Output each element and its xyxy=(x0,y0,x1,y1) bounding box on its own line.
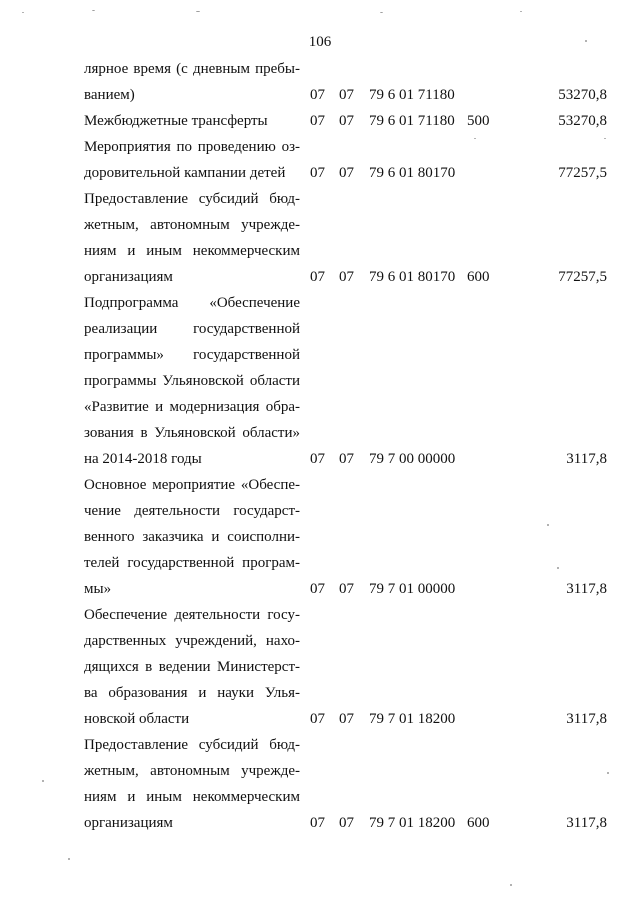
amount: 53270,8 xyxy=(558,87,607,103)
subsection-code: 07 xyxy=(339,113,354,129)
target-article-code: 79 6 01 80170 xyxy=(369,165,456,181)
subsection-code: 07 xyxy=(339,451,354,467)
scan-speck xyxy=(92,10,95,11)
subsection-code: 07 xyxy=(339,87,354,103)
target-article-code: 79 6 01 71180 xyxy=(369,87,455,103)
amount: 3117,8 xyxy=(566,815,607,831)
amount: 3117,8 xyxy=(566,711,607,727)
target-article-code: 79 7 01 18200 xyxy=(369,711,456,727)
row-description-line: ниям и иным некоммерческим xyxy=(84,243,300,259)
section-code: 07 xyxy=(310,711,325,727)
row-description-line: жетным, автономным учрежде- xyxy=(84,763,300,779)
scan-speck xyxy=(510,884,512,886)
scan-speck xyxy=(42,780,44,782)
target-article-code: 79 7 01 18200 xyxy=(369,815,456,831)
row-description-line: зования в Ульяновской области» xyxy=(84,425,300,441)
scan-speck xyxy=(474,138,476,139)
amount: 77257,5 xyxy=(558,269,607,285)
row-description-line: дарственных учреждений, нахо- xyxy=(84,633,300,649)
row-description-line: Обеспечение деятельности госу- xyxy=(84,607,300,623)
subsection-code: 07 xyxy=(339,165,354,181)
amount: 3117,8 xyxy=(566,581,607,597)
row-description-line: программы Ульяновской области xyxy=(84,373,300,389)
expense-type-code: 600 xyxy=(467,269,490,285)
row-description-line: Мероприятия по проведению оз- xyxy=(84,139,300,155)
section-code: 07 xyxy=(310,581,325,597)
amount: 77257,5 xyxy=(558,165,607,181)
section-code: 07 xyxy=(310,113,325,129)
row-description-line: Подпрограмма «Обеспечение xyxy=(84,295,300,311)
scan-speck xyxy=(196,11,200,12)
scan-speck xyxy=(68,858,70,860)
expense-type-code: 600 xyxy=(467,815,490,831)
scan-speck xyxy=(607,772,609,774)
row-description-line: на 2014-2018 годы xyxy=(84,451,202,467)
row-description-line: Предоставление субсидий бюд- xyxy=(84,191,300,207)
target-article-code: 79 6 01 71180 xyxy=(369,113,455,129)
row-description-line: Основное мероприятие «Обеспе- xyxy=(84,477,300,493)
scan-speck xyxy=(604,138,606,139)
target-article-code: 79 7 00 00000 xyxy=(369,451,456,467)
subsection-code: 07 xyxy=(339,711,354,727)
scan-speck xyxy=(380,12,383,13)
row-description-line: ванием) xyxy=(84,87,135,103)
row-description-line: программы» государственной xyxy=(84,347,300,363)
row-description-line: организациям xyxy=(84,269,173,285)
row-description-line: ниям и иным некоммерческим xyxy=(84,789,300,805)
subsection-code: 07 xyxy=(339,269,354,285)
row-description-line: доровительной кампании детей xyxy=(84,165,286,181)
amount: 53270,8 xyxy=(558,113,607,129)
row-description-line: жетным, автономным учрежде- xyxy=(84,217,300,233)
row-description-line: Предоставление субсидий бюд- xyxy=(84,737,300,753)
subsection-code: 07 xyxy=(339,815,354,831)
row-description-line: организациям xyxy=(84,815,173,831)
page-number: 106 xyxy=(308,34,332,50)
scan-speck xyxy=(520,11,522,12)
section-code: 07 xyxy=(310,87,325,103)
section-code: 07 xyxy=(310,165,325,181)
scan-speck xyxy=(557,567,559,569)
section-code: 07 xyxy=(310,269,325,285)
row-description-line: чение деятельности государст- xyxy=(84,503,300,519)
row-description-line: дящихся в ведении Министерст- xyxy=(84,659,300,675)
subsection-code: 07 xyxy=(339,581,354,597)
row-description-line: ва образования и науки Улья- xyxy=(84,685,300,701)
scan-speck xyxy=(585,40,587,42)
row-description-line: венного заказчика и соисполни- xyxy=(84,529,300,545)
row-description-line: «Развитие и модернизация обра- xyxy=(84,399,300,415)
amount: 3117,8 xyxy=(566,451,607,467)
scan-speck xyxy=(22,12,24,13)
row-description-line: реализации государственной xyxy=(84,321,300,337)
expense-type-code: 500 xyxy=(467,113,490,129)
section-code: 07 xyxy=(310,815,325,831)
row-description-line: лярное время (с дневным пребы- xyxy=(84,61,300,77)
target-article-code: 79 6 01 80170 xyxy=(369,269,456,285)
row-description-line: телей государственной програм- xyxy=(84,555,300,571)
target-article-code: 79 7 01 00000 xyxy=(369,581,456,597)
row-description-line: мы» xyxy=(84,581,112,597)
row-description-line: новской области xyxy=(84,711,190,727)
row-description-line: Межбюджетные трансферты xyxy=(84,113,268,129)
section-code: 07 xyxy=(310,451,325,467)
scan-speck xyxy=(547,524,549,526)
